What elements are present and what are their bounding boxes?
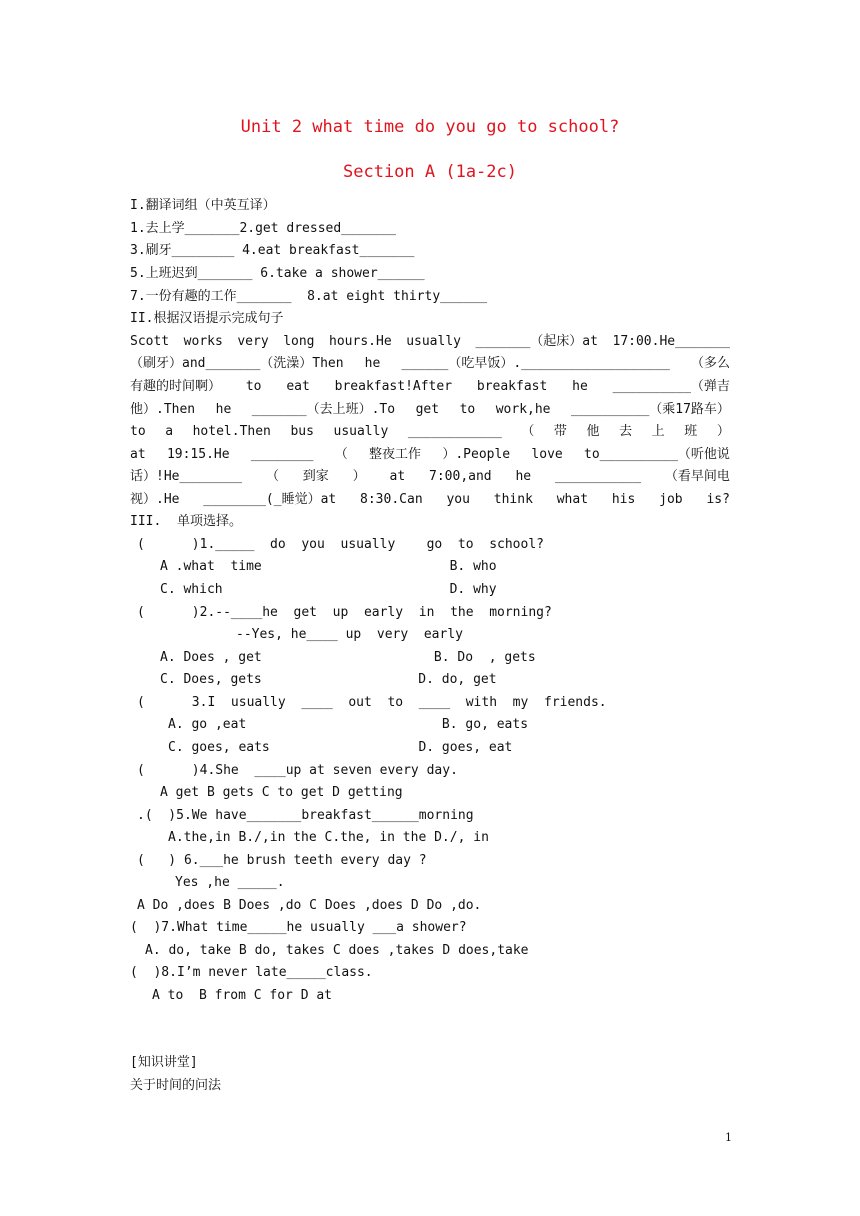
paragraph-word: works: [183, 334, 223, 349]
paragraph-word: he: [572, 379, 588, 394]
paragraph-word: 他）.Then: [130, 402, 196, 417]
paragraph-word: think: [493, 492, 533, 507]
paragraph-word: _______（起床）at: [475, 334, 598, 349]
paragraph-word: 到家: [302, 469, 329, 484]
knowledge-line: 关于时间的问法: [130, 1078, 222, 1093]
question-line: ( )8.I’m never late_____class.: [130, 965, 373, 980]
paragraph-word: ______（吃早饭）.___________________: [401, 356, 670, 371]
paragraph-word: his: [611, 492, 636, 507]
worksheet-subtitle: Section A (1a-2c): [343, 162, 517, 182]
paragraph-word: Scott: [130, 334, 170, 349]
paragraph-word: what: [556, 492, 589, 507]
paragraph-word: he: [215, 402, 232, 417]
paragraph-word: 视）.He: [130, 492, 180, 507]
worksheet-title: Unit 2 what time do you go to school?: [240, 117, 620, 137]
question-line: ( )4.She ____up at seven every day.: [137, 763, 458, 778]
paragraph-word: ________: [250, 447, 314, 462]
option-line: A Do ,does B Does ,do C Does ,does D Do ,do.: [137, 898, 482, 913]
paragraph-word: he: [364, 356, 381, 371]
paragraph-word: 话）!He________: [130, 469, 243, 484]
paragraph-word: love: [531, 447, 563, 462]
paragraph-word: 带: [553, 424, 567, 439]
paragraph-word: __________（弹吉: [612, 379, 730, 394]
answer-line: Yes ,he _____.: [175, 875, 285, 890]
option-line: A. go ,eat B. go, eats: [168, 717, 529, 732]
part2-paragraph-line: [130, 447, 730, 463]
paragraph-word: 班: [684, 424, 698, 439]
paragraph-word: usually: [406, 334, 461, 349]
paragraph-word: he: [515, 469, 532, 484]
part1-line: 3.刷牙________ 4.eat breakfast_______: [130, 243, 415, 258]
paragraph-word: （: [521, 424, 535, 439]
paragraph-word: is?: [706, 492, 730, 507]
paragraph-word: a: [165, 424, 174, 439]
paragraph-word: at: [389, 469, 406, 484]
question-line: .( )5.We have_______breakfast______morning: [137, 808, 474, 823]
paragraph-word: long: [283, 334, 315, 349]
paragraph-word: （: [334, 447, 348, 462]
page-number: 1: [725, 1131, 732, 1144]
paragraph-word: 上: [651, 424, 665, 439]
part1-line: 7.一份有趣的工作_______ 8.at eight thirty______: [130, 289, 488, 304]
paragraph-word: ）: [352, 469, 366, 484]
option-line: C. Does, gets D. do, get: [160, 672, 497, 687]
question-line: ( )7.What time_____he usually ___a shower?: [130, 920, 467, 935]
paragraph-word: usually: [333, 424, 389, 439]
paragraph-word: bus: [290, 424, 314, 439]
paragraph-word: get: [415, 402, 440, 417]
option-line: C. which D. why: [160, 582, 497, 597]
knowledge-heading: [知识讲堂]: [130, 1055, 198, 1070]
part2-paragraph-line: [130, 492, 730, 508]
paragraph-word: ）: [716, 424, 730, 439]
paragraph-word: hours.He: [329, 334, 392, 349]
paragraph-word: （: [265, 469, 279, 484]
paragraph-word: （刷牙）and_______（洗澡）Then: [130, 356, 344, 371]
question-line: ( 3.I usually ____ out to ____ with my friends.: [137, 695, 607, 710]
option-line: A .what time B. who: [160, 559, 497, 574]
paragraph-word: ）.People: [442, 447, 511, 462]
option-line: A to B from C for D at: [152, 988, 333, 1003]
question-line: --Yes, he____ up very early: [236, 627, 463, 642]
paragraph-word: eat: [286, 379, 310, 394]
option-line: A get B gets C to get D getting: [160, 785, 403, 800]
paragraph-word: to: [130, 424, 146, 439]
paragraph-word: ________(_睡觉）at: [203, 492, 337, 507]
paragraph-word: work,he: [495, 402, 551, 417]
part2-paragraph-line: [130, 379, 730, 395]
paragraph-word: （多么: [690, 356, 730, 371]
part2-paragraph-line: [130, 356, 730, 372]
part1-line: 1.去上学_______2.get dressed_______: [130, 221, 396, 236]
paragraph-word: _______（去上班）.To: [251, 402, 396, 417]
paragraph-word: 有趣的时间啊）: [130, 379, 222, 394]
paragraph-word: to__________（听他说: [584, 447, 730, 462]
question-line: ( )2.--____he get up early in the morning?: [137, 605, 552, 620]
paragraph-word: you: [446, 492, 470, 507]
option-line: A.the,in B./,in the C.the, in the D./, in: [168, 830, 489, 845]
paragraph-word: breakfast!After: [334, 379, 453, 394]
paragraph-word: 19:15.He: [166, 447, 230, 462]
option-line: C. goes, eats D. goes, eat: [168, 740, 513, 755]
paragraph-word: breakfast: [476, 379, 548, 394]
part1-heading: I.翻译词组（中英互译）: [130, 198, 276, 213]
part2-paragraph-line: [130, 469, 730, 485]
paragraph-word: __________（乘17路车）: [571, 402, 730, 417]
part2-paragraph-line: [130, 334, 730, 350]
paragraph-word: at: [130, 447, 146, 462]
paragraph-word: 17:00.He_______: [612, 334, 730, 349]
paragraph-word: 去: [619, 424, 633, 439]
paragraph-word: 8:30.Can: [360, 492, 423, 507]
question-line: ( ) 6.___he brush teeth every day ?: [137, 853, 427, 868]
paragraph-word: ____________: [407, 424, 502, 439]
part1-line: 5.上班迟到_______ 6.take a shower______: [130, 266, 425, 281]
paragraph-word: job: [659, 492, 683, 507]
part2-heading: II.根据汉语提示完成句子: [130, 311, 284, 326]
paragraph-word: to: [459, 402, 476, 417]
paragraph-word: 他: [586, 424, 600, 439]
paragraph-word: very: [237, 334, 269, 349]
paragraph-word: 7:00,and: [429, 469, 492, 484]
paragraph-word: hotel.Then: [192, 424, 271, 439]
option-line: A. do, take B do, takes C does ,takes D does,take: [145, 943, 529, 958]
part3-heading: III. 单项选择。: [130, 514, 242, 529]
paragraph-word: ___________: [554, 469, 642, 484]
part2-paragraph-line: [130, 424, 730, 440]
paragraph-word: to: [245, 379, 262, 394]
paragraph-word: 整夜工作: [369, 447, 422, 462]
part2-paragraph-line: [130, 402, 730, 418]
question-line: ( )1._____ do you usually go to school?: [137, 537, 544, 552]
paragraph-word: （看早间电: [664, 469, 730, 484]
option-line: A. Does , get B. Do , gets: [160, 650, 536, 665]
